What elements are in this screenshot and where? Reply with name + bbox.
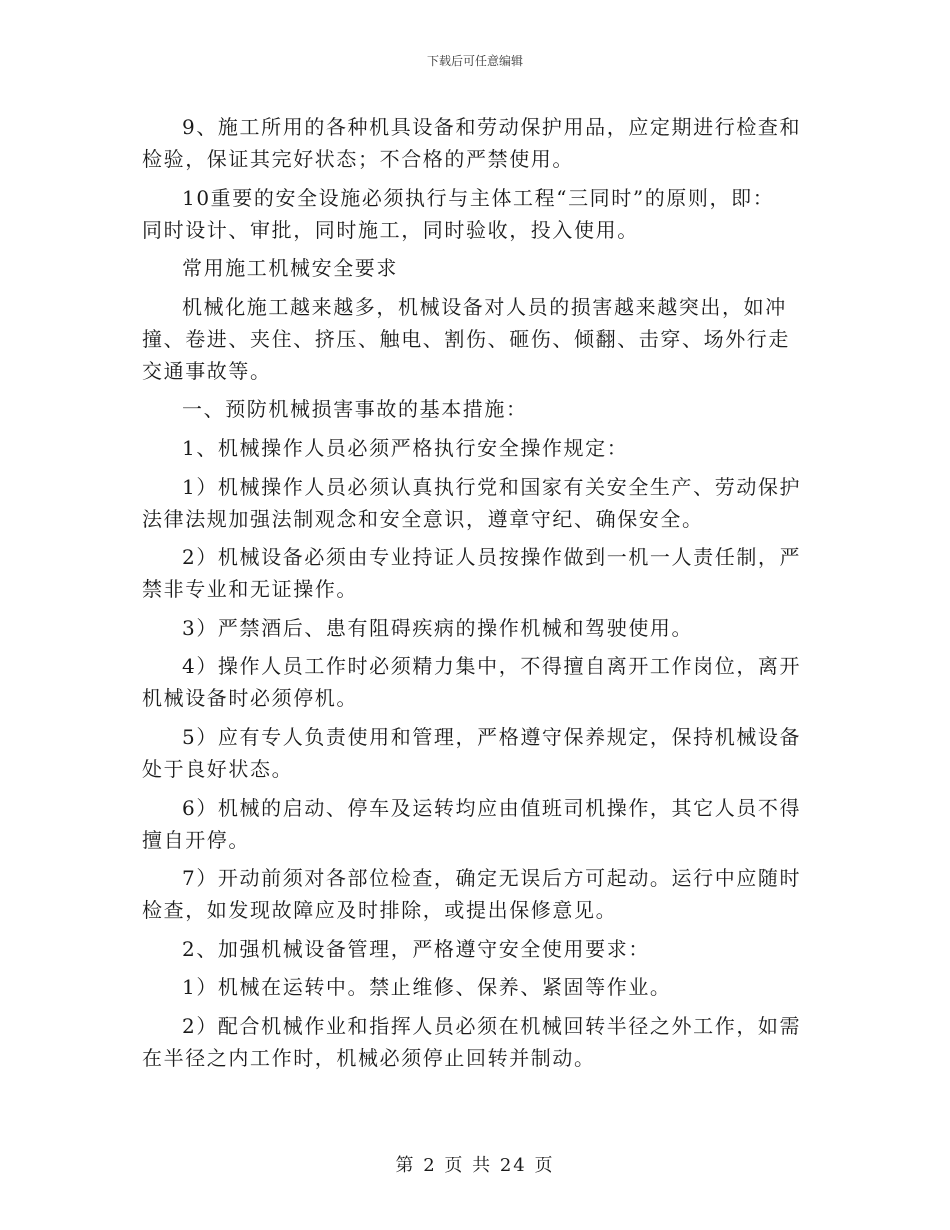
paragraph bbox=[142, 432, 812, 464]
paragraph bbox=[142, 971, 812, 1003]
paragraph bbox=[142, 471, 812, 535]
paragraph-line: 7）开动前须对各部位检查，确定无误后方可起动。运行中应随时 bbox=[182, 866, 802, 891]
paragraph-line: 1、机械操作人员必须严格执行安全操作规定： bbox=[182, 435, 629, 460]
paragraph-line: 机械化施工越来越多，机械设备对人员的损害越来越突出，如冲 bbox=[182, 294, 787, 319]
paragraph-line: 6）机械的启动、停车及运转均应由值班司机操作，其它人员不得 bbox=[182, 795, 802, 820]
paragraph-line: 常用施工机械安全要求 bbox=[182, 256, 398, 281]
paragraph-line: 9、施工所用的各种机具设备和劳动保护用品，应定期进行检查和 bbox=[182, 115, 802, 139]
paragraph-line: 4）操作人员工作时必须精力集中，不得擅自离开工作岗位，离开 bbox=[182, 654, 802, 679]
paragraph-line: 2）配合机械作业和指挥人员必须在机械回转半径之外工作，如需 bbox=[182, 1013, 802, 1038]
paragraph-line: 3）严禁酒后、患有阻碍疾病的操作机械和驾驶使用。 bbox=[182, 615, 694, 640]
paragraph-line: 检验，保证其完好状态；不合格的严禁使用。 bbox=[142, 147, 574, 171]
paragraph-line: 同时设计、审批，同时施工，同时验收，投入使用。 bbox=[142, 217, 639, 242]
paragraph-line: 在半径之内工作时，机械必须停止回转并制动。 bbox=[142, 1045, 596, 1070]
paragraph-line: 交通事故等。 bbox=[142, 358, 272, 383]
paragraph bbox=[142, 252, 812, 284]
paragraph-line: 禁非专业和无证操作。 bbox=[142, 577, 358, 602]
paragraph bbox=[142, 182, 812, 246]
paragraph bbox=[142, 721, 812, 785]
paragraph-line: 擅自开停。 bbox=[142, 827, 250, 852]
paragraph-line: 一、预防机械损害事故的基本措施： bbox=[182, 397, 528, 422]
paragraph-line: 撞、卷进、夹住、挤压、触电、割伤、砸伤、倾翻、击穿、场外行走 bbox=[142, 326, 790, 351]
paragraph-line: 检查，如发现故障应及时排除，或提出保修意见。 bbox=[142, 898, 618, 923]
paragraph bbox=[142, 111, 812, 175]
paragraph bbox=[142, 612, 812, 644]
paragraph-line: 5）应有专人负责使用和管理，严格遵守保养规定，保持机械设备 bbox=[182, 724, 802, 749]
paragraph bbox=[142, 862, 812, 926]
paragraph-line: 2、加强机械设备管理，严格遵守安全使用要求： bbox=[182, 936, 650, 961]
paragraph-line: 10重要的安全设施必须执行与主体工程“三同时”的原则，即： bbox=[182, 185, 775, 210]
paragraph bbox=[142, 1010, 812, 1074]
paragraph bbox=[142, 393, 812, 425]
paragraph bbox=[142, 541, 812, 605]
paragraph-line: 1）机械操作人员必须认真执行党和国家有关安全生产、劳动保护 bbox=[182, 474, 802, 499]
paragraph bbox=[142, 933, 812, 965]
paragraph-line: 机械设备时必须停机。 bbox=[142, 686, 358, 711]
paragraph-line: 2）机械设备必须由专业持证人员按操作做到一机一人责任制，严 bbox=[182, 545, 802, 570]
paragraph bbox=[142, 650, 812, 714]
page-header: 下载后可任意编辑 bbox=[426, 54, 523, 68]
paragraph-line: 处于良好状态。 bbox=[142, 756, 294, 781]
page-footer: 第 2 页 共 24 页 bbox=[395, 1155, 555, 1176]
paragraph bbox=[142, 792, 812, 856]
paragraph-line: 法律法规加强法制观念和安全意识，遵章守纪、确保安全。 bbox=[142, 506, 704, 531]
document-body bbox=[142, 111, 812, 1081]
paragraph-line: 1）机械在运转中。禁止维修、保养、紧固等作业。 bbox=[182, 975, 672, 1000]
paragraph bbox=[142, 291, 812, 387]
